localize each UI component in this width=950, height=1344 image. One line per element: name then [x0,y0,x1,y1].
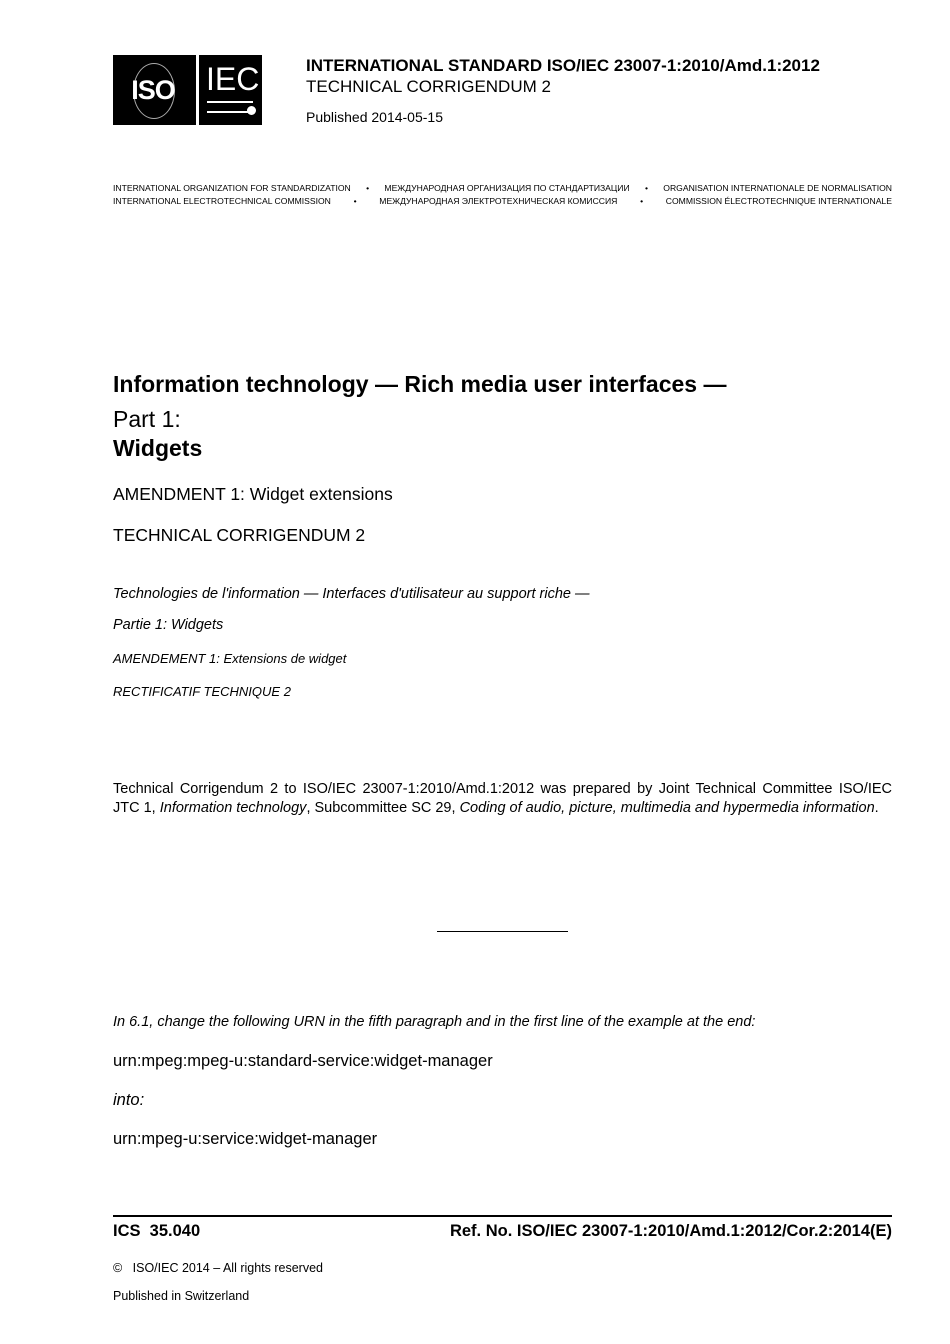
part-label: Part 1: [113,406,181,432]
new-urn: urn:mpeg-u:service:widget-manager [113,1130,378,1148]
part-title: Widgets [113,435,203,461]
bullet: • [366,183,370,193]
org-name: МЕЖДУНАРОДНАЯ ЭЛЕКТРОТЕХНИЧЕСКАЯ КОМИССИЯ [379,196,618,206]
instruction-text: In 6.1, change the following URN in the fifth paragraph and in the first line of the example at the end: [113,1014,756,1030]
org-name: ORGANISATION INTERNATIONALE DE NORMALISATION [663,183,892,193]
org-row-1 [113,183,892,193]
corrigendum-label: TECHNICAL CORRIGENDUM 2 [306,77,551,96]
old-urn: urn:mpeg:mpeg-u:standard-service:widget-manager [113,1052,493,1070]
foreword-paragraph [113,780,892,818]
text: Information technology [159,800,307,816]
org-name: INTERNATIONAL ORGANIZATION FOR STANDARDIZATION [113,183,351,193]
text: . [874,800,879,816]
footer-rule [113,1215,892,1217]
bullet: • [640,196,644,206]
bullet: • [353,196,357,206]
org-row-2 [113,196,892,206]
french-part: Partie 1: Widgets [113,617,224,633]
published-date: Published 2014-05-15 [306,109,443,125]
french-amendment: AMENDEMENT 1: Extensions de widget [113,651,347,666]
standard-title: INTERNATIONAL STANDARD ISO/IEC 23007-1:2010/Amd.1:2012 [306,56,820,75]
copyright: © ISO/IEC 2014 – All rights reserved [113,1261,323,1275]
published-in: Published in Switzerland [113,1289,250,1303]
text: Technical Corrigendum 2 to ISO/IEC 23007-1:2010/Amd.1:2012 was prepared by Joint Technical Committee ISO/IEC JTC 1, [113,781,892,816]
reference-number: Ref. No. ISO/IEC 23007-1:2010/Amd.1:2012/Cor.2:2014(E) [449,1222,892,1240]
iso-iec-logo: ISO IEC [113,55,262,125]
document-title: Information technology — Rich media user interfaces — [113,371,727,397]
org-name: МЕЖДУНАРОДНАЯ ОРГАНИЗАЦИЯ ПО СТАНДАРТИЗАЦИИ [384,183,630,193]
org-name: COMMISSION ÉLECTROTECHNIQUE INTERNATIONALE [665,196,892,206]
french-corrigendum: RECTIFICATIF TECHNIQUE 2 [113,684,291,699]
bullet: • [644,183,648,193]
text: Coding of audio, picture, multimedia and hypermedia information [459,800,875,816]
french-title: Technologies de l'information — Interfaces d'utilisateur au support riche — [113,586,590,602]
text: , Subcommittee SC 29, [306,800,460,816]
amendment-title: AMENDMENT 1: Widget extensions [113,484,393,504]
ics-code: ICS 35.040 [113,1222,201,1240]
corrigendum-title: TECHNICAL CORRIGENDUM 2 [113,525,366,545]
separator-line [437,931,568,932]
into-label: into: [113,1091,145,1109]
org-name: INTERNATIONAL ELECTROTECHNICAL COMMISSION [113,196,331,206]
